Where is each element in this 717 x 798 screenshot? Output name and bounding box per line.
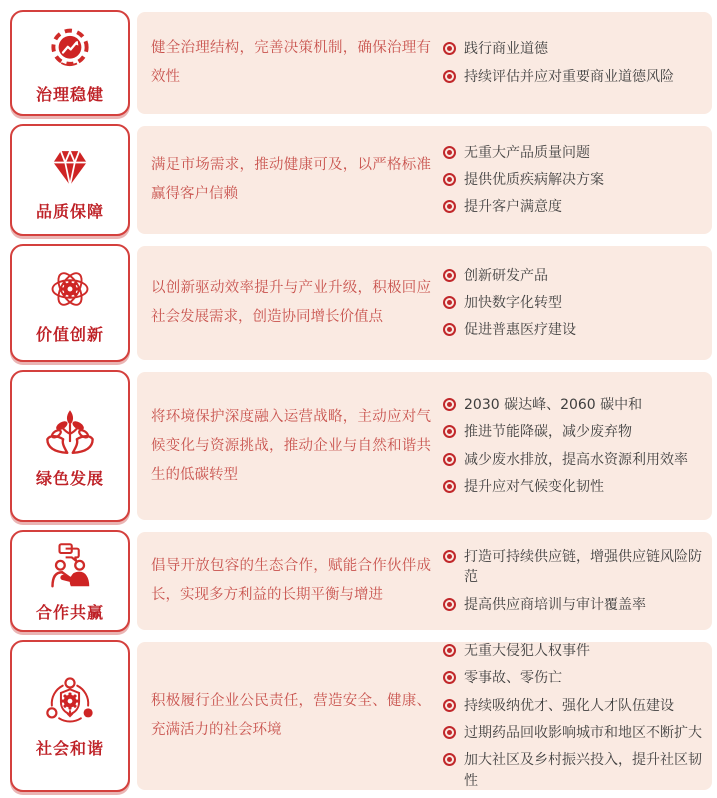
- bullet-text: 创新研发产品: [464, 267, 548, 284]
- bullet-item: [443, 450, 702, 470]
- pillar-card-society: [10, 640, 130, 792]
- fisheye-bullet-icon: [443, 598, 456, 611]
- pillar-row-quality: [10, 124, 712, 236]
- bullet-item: [443, 293, 702, 313]
- bullet-item: [443, 696, 702, 716]
- bullet-text: 持续评估并应对重要商业道德风险: [464, 68, 674, 85]
- community-gear-icon: [41, 673, 99, 731]
- fisheye-bullet-icon: [443, 173, 456, 186]
- pillar-description: 以创新驱动效率提升与产业升级，积极回应社会发展需求，创造协同增长价值点: [151, 280, 431, 325]
- fisheye-bullet-icon: [443, 296, 456, 309]
- bullet-text: 零事故、零伤亡: [464, 670, 562, 687]
- pillar-card-innovation: [10, 244, 130, 362]
- gear-trend-icon: [42, 21, 98, 77]
- fisheye-bullet-icon: [443, 453, 456, 466]
- partnership-icon: [42, 539, 98, 595]
- fisheye-bullet-icon: [443, 671, 456, 684]
- pillar-label: 治理稳健: [35, 85, 104, 104]
- diamond-icon: [42, 138, 98, 194]
- bullet-item: [443, 67, 702, 87]
- pillar-description: 将环境保护深度融入运营战略，主动应对气候变化与资源挑战，推动企业与自然和谐共生的低碳转型: [151, 408, 431, 483]
- bullet-item: [443, 750, 702, 791]
- bullet-text: 无重大产品质量问题: [464, 144, 590, 161]
- bullet-text: 加大社区及乡村振兴投入，提升社区韧性: [464, 752, 702, 789]
- fisheye-bullet-icon: [443, 480, 456, 493]
- bullet-text: 提升客户满意度: [464, 199, 562, 216]
- pillar-label: 合作共赢: [35, 603, 104, 622]
- pillar-panel: [137, 12, 712, 114]
- bullet-item: [443, 641, 702, 661]
- bullet-item: [443, 595, 702, 615]
- pillar-bullet-list: [443, 638, 702, 795]
- bullet-item: [443, 723, 702, 743]
- bullet-text: 2030 碳达峰、2060 碳中和: [464, 396, 643, 413]
- fisheye-bullet-icon: [443, 753, 456, 766]
- bullet-text: 提供优质疾病解决方案: [464, 171, 604, 188]
- pillar-bullet-list: [443, 139, 702, 221]
- bullet-text: 打造可持续供应链，增强供应链风险防范: [464, 549, 702, 586]
- fisheye-bullet-icon: [443, 146, 456, 159]
- pillar-label: 价值创新: [35, 325, 104, 344]
- bullet-item: [443, 143, 702, 163]
- fisheye-bullet-icon: [443, 323, 456, 336]
- bullet-item: [443, 547, 702, 588]
- bullet-text: 推进节能降碳，减少废弃物: [464, 424, 632, 441]
- fisheye-bullet-icon: [443, 699, 456, 712]
- hands-plant-icon: [41, 403, 99, 461]
- pillar-bullet-list: [443, 36, 702, 91]
- bullet-item: [443, 477, 702, 497]
- pillar-bullet-list: [443, 544, 702, 619]
- pillar-row-innovation: [10, 244, 712, 362]
- pillar-panel: [137, 246, 712, 360]
- pillars-list: [10, 10, 712, 792]
- pillar-bullet-list: [443, 391, 702, 500]
- bullet-text: 提高供应商培训与审计覆盖率: [464, 596, 646, 613]
- fisheye-bullet-icon: [443, 550, 456, 563]
- innovation-atom-icon: [42, 261, 98, 317]
- bullet-item: [443, 39, 702, 59]
- bullet-text: 减少废水排放，提高水资源利用效率: [464, 451, 688, 468]
- pillar-description: 积极履行企业公民责任，营造安全、健康、充满活力的社会环境: [151, 693, 431, 738]
- bullet-text: 持续吸纳优才、强化人才队伍建设: [464, 697, 674, 714]
- fisheye-bullet-icon: [443, 726, 456, 739]
- fisheye-bullet-icon: [443, 398, 456, 411]
- pillar-card-cooperation: [10, 530, 130, 632]
- bullet-text: 促进普惠医疗建设: [464, 322, 576, 339]
- pillar-description: 健全治理结构，完善决策机制，确保治理有效性: [151, 40, 431, 85]
- bullet-text: 加快数字化转型: [464, 294, 562, 311]
- bullet-item: [443, 197, 702, 217]
- pillar-label: 品质保障: [35, 202, 104, 221]
- bullet-item: [443, 668, 702, 688]
- bullet-item: [443, 266, 702, 286]
- fisheye-bullet-icon: [443, 70, 456, 83]
- fisheye-bullet-icon: [443, 425, 456, 438]
- pillar-panel: [137, 126, 712, 234]
- pillar-card-quality: [10, 124, 130, 236]
- pillar-card-green: [10, 370, 130, 522]
- pillar-row-society: [10, 640, 712, 792]
- fisheye-bullet-icon: [443, 200, 456, 213]
- pillar-card-governance: [10, 10, 130, 116]
- pillar-description: 满足市场需求，推动健康可及，以严格标准赢得客户信赖: [151, 157, 431, 202]
- fisheye-bullet-icon: [443, 644, 456, 657]
- pillar-panel: [137, 372, 712, 520]
- pillar-panel: [137, 642, 712, 790]
- fisheye-bullet-icon: [443, 269, 456, 282]
- bullet-item: [443, 395, 702, 415]
- pillar-panel: [137, 532, 712, 630]
- pillar-row-cooperation: [10, 530, 712, 632]
- pillar-label: 社会和谐: [35, 739, 104, 758]
- fisheye-bullet-icon: [443, 42, 456, 55]
- pillar-bullet-list: [443, 262, 702, 344]
- bullet-text: 过期药品回收影响城市和地区不断扩大: [464, 725, 702, 741]
- bullet-text: 践行商业道德: [464, 41, 548, 58]
- pillar-row-green: [10, 370, 712, 522]
- pillar-description: 倡导开放包容的生态合作，赋能合作伙伴成长，实现多方利益的长期平衡与增进: [151, 558, 431, 603]
- bullet-text: 提升应对气候变化韧性: [464, 478, 604, 495]
- bullet-item: [443, 170, 702, 190]
- bullet-item: [443, 320, 702, 340]
- pillar-label: 绿色发展: [35, 469, 104, 488]
- pillar-row-governance: [10, 10, 712, 116]
- bullet-item: [443, 422, 702, 442]
- bullet-text: 无重大侵犯人权事件: [464, 643, 590, 660]
